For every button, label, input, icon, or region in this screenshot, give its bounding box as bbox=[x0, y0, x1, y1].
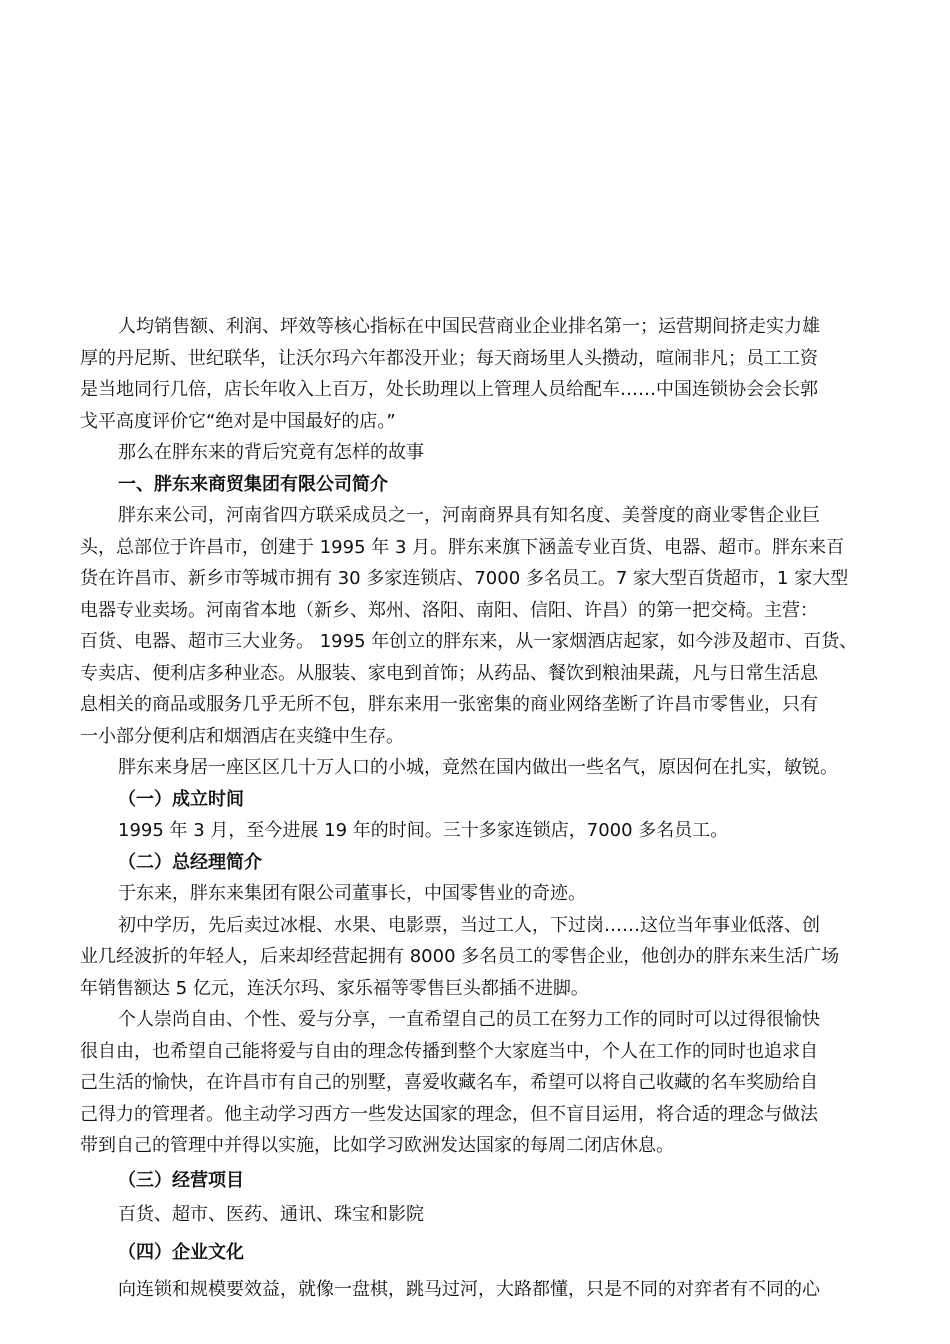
subsection-heading-business: （三）经营项目 bbox=[118, 1169, 244, 1191]
subsection-heading-culture: （四）企业文化 bbox=[118, 1241, 244, 1263]
intro-line: 厚的丹尼斯、世纪联华，让沃尔玛六年都没开业；每天商场里人头攒动，喧闹非凡；员工工资 bbox=[80, 347, 818, 369]
paragraph-line: 一小部分便利店和烟酒店在夹缝中生存。 bbox=[80, 725, 404, 747]
intro-line: 人均销售额、利润、坪效等核心指标在中国民营商业企业排名第一；运营期间挤走实力雄 bbox=[118, 316, 820, 337]
intro-line: 戈平高度评价它“绝对是中国最好的店。” bbox=[80, 410, 396, 432]
culture-text: 向连锁和规模要效益，就像一盘棋，跳马过河，大路都懂，只是不同的对弈者有不同的心 bbox=[118, 1279, 820, 1300]
document-body bbox=[80, 311, 880, 1306]
company-intro-paragraph bbox=[80, 500, 880, 752]
paragraph-line: 己得力的管理者。他主动学习西方一些发达国家的理念，但不盲目运用，将合适的理念与做法 bbox=[80, 1103, 818, 1125]
manager-intro-line: 于东来，胖东来集团有限公司董事长，中国零售业的奇迹。 bbox=[118, 883, 586, 904]
paragraph-line: 己生活的愉快，在许昌市有自己的别墅，喜爱收藏名车，希望可以将自己收藏的名车奖励给自 bbox=[80, 1072, 818, 1093]
paragraph-line: 年销售额达 5 亿元，连沃尔玛、家乐福等零售巨头都插不进脚。 bbox=[80, 977, 589, 999]
paragraph-line: 业几经波折的年轻人，后来却经营起拥有 8000 多名员工的零售企业，他创办的胖东来生活广场 bbox=[80, 946, 840, 967]
paragraph-line: 初中学历，先后卖过冰棍、水果、电影票，当过工人，下过岗……这位当年事业低落、创 bbox=[118, 914, 820, 936]
paragraph-line: 胖东来公司，河南省四方联采成员之一，河南商界具有知名度、美誉度的商业零售企业巨 bbox=[118, 505, 820, 526]
paragraph-line: 头，总部位于许昌市，创建于 1995 年 3 月。胖东来旗下涵盖专业百货、电器、超市。胖东来百 bbox=[80, 536, 845, 558]
business-items-text: 百货、超市、医药、通讯、珠宝和影院 bbox=[118, 1204, 424, 1225]
intro-line: 是当地同行几倍，店长年收入上百万，处长助理以上管理人员给配车……中国连锁协会会长郭 bbox=[80, 379, 818, 400]
manager-career-paragraph bbox=[80, 910, 880, 1005]
paragraph-line: 胖东来身居一座区区几十万人口的小城，竟然在国内做出一些名气，原因何在扎实，敏锐。 bbox=[118, 757, 838, 778]
paragraph-line: 百货、电器、超市三大业务。 1995 年创立的胖东来，从一家烟酒店起家，如今涉及超市、百货、 bbox=[80, 631, 858, 652]
paragraph-line: 电器专业卖场。河南省本地（新乡、郑州、洛阳、南阳、信阳、许昌）的第一把交椅。主营： bbox=[80, 599, 818, 621]
paragraph-line: 专卖店、便利店多种业态。从服装、家电到首饰；从药品、餐饮到粮油果蔬，凡与日常生活息 bbox=[80, 662, 818, 684]
paragraph-line: 息相关的商品或服务几乎无所不包，胖东来用一张密集的商业网络垄断了许昌市零售业，只有 bbox=[80, 694, 818, 715]
paragraph-line: 带到自己的管理中并得以实施，比如学习欧洲发达国家的每周二闭店休息。 bbox=[80, 1135, 674, 1156]
intro-question: 那么在胖东来的背后究竟有怎样的故事 bbox=[118, 442, 424, 463]
subsection-heading-founding: （一）成立时间 bbox=[118, 788, 244, 810]
section-heading: 一、胖东来商贸集团有限公司简介 bbox=[118, 473, 388, 495]
paragraph-line: 个人崇尚自由、个性、爱与分享，一直希望自己的员工在努力工作的同时可以过得很愉快 bbox=[118, 1009, 820, 1030]
founding-text: 1995 年 3 月，至今进展 19 年的时间。三十多家连锁店，7000 多名员工。 bbox=[118, 820, 729, 841]
intro-paragraph bbox=[80, 311, 880, 437]
subsection-heading-manager: （二）总经理简介 bbox=[118, 851, 262, 873]
paragraph-line: 货在许昌市、新乡市等城市拥有 30 多家连锁店、7000 多名员工。7 家大型百货超市，1 家大型 bbox=[80, 568, 849, 589]
manager-philosophy-paragraph bbox=[80, 1004, 880, 1162]
paragraph-line: 很自由，也希望自己能将爱与自由的理念传播到整个大家庭当中，个人在工作的同时也追求自 bbox=[80, 1040, 818, 1062]
